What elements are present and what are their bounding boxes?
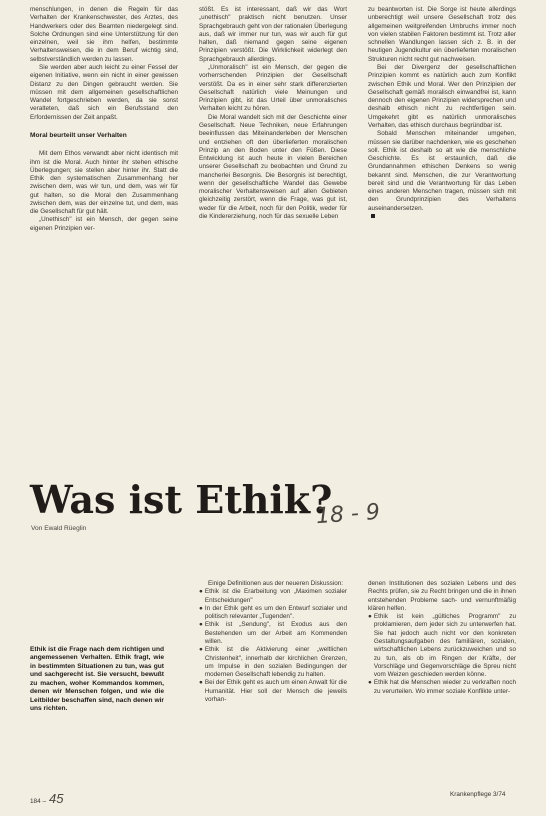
list-item: ● Bei der Ethik geht es auch um einen Anwalt für die Humanität. Hier soll der Mensch die jeweils vorhan- <box>199 679 347 703</box>
top-column-2 <box>199 6 347 374</box>
list-item: ● Ethik hat die Menschen wieder zu verkraften noch zu verurteilen. Wo immer soziale Konflikte unter- <box>368 679 516 695</box>
paragraph: „Unethisch" ist ein Mensch, der gegen seine eigenen Prinzipien ver- <box>30 216 178 232</box>
list-item: ● Ethik ist kein „gültiches Programm" zu proklamieren, dem jeder sich zu unterwerfen hat. Sie hat jedoch auch nicht vor den konkreten Gestaltungsaufgaben des familiären, sozialen, wirtschaftlichen Lebens zurückzuweichen und so zu tun, als ob im Ringen der Kräfte, der Vorschläge und Gegenvorschläge die Spreu nicht vom Weizen geschieden werden könne. <box>368 613 516 679</box>
paragraph: Die Moral wandelt sich mit der Geschichte einer Gesellschaft. Neue Techniken, neue Erfahrungen beeinflussen das Miteinanderleben der Menschen und entziehen oft den überlieferten moralischen Prinzip an den Boden unter den Füßen. Diese Entwicklung ist auch heute in vielen Bereichen unserer Gesellschaft zu beobachten und Grund zu mancherlei Besorgnis. Die Besorgnis ist berechtigt, wenn der gesellschaftliche Wandel das Gewebe moralischer Verhaltensweisen auf allen Gebieten gleichzeitig zerstört, wenn die Frage, was gut ist, weder für die Arbeit, noch für den Politik, weder für die Kindererziehung, noch für das sexuelle Leben <box>199 113 347 221</box>
page-footer-left <box>30 791 63 806</box>
bullet-icon: ● <box>199 646 203 654</box>
bullet-icon: ● <box>368 613 372 621</box>
bullet-icon: ● <box>199 679 203 687</box>
list-item: ● Ethik ist die Aktivierung einer „weltlichen Christenheit", innerhalb der kirchlichen Grenzen, um Impulse in den sozialen Bedingungen der modernen Gesellschaft lebendig zu halten. <box>199 646 347 679</box>
top-column-1 <box>30 6 178 374</box>
article-title: Was ist Ethik? <box>30 477 333 522</box>
paragraph: „Unmoralisch" ist ein Mensch, der gegen die vorherrschenden Prinzipien der Gesellschaft verstößt. Da es in einer sehr stark differenzierten Gesellschaft natürlich viele Meinungen und Prinzipien gibt, ist das Urteil über unmoralisches Verhalten leicht zu hören. <box>199 63 347 113</box>
article-author: Von Ewald Rüeglin <box>31 525 87 532</box>
handwritten-note: 18 - 9 <box>315 499 381 530</box>
paragraph: Sobald Menschen miteinander umgehen, müssen sie darüber nachdenken, wie es geschehen soll. Ethik ist deshalb so alt wie die menschliche Geschichte. Es ist erstaunlich, daß die Grundannahmen ethischen Denkens so wenig bekannt sind. Menschen, die zur Verantwortung bereit sind und die Verantwortung für das Leben eines anderen Menschen tragen, müssen sich mit den Grundprinzipien des Verhaltens auseinandersetzen. <box>368 130 516 212</box>
list-item: ● Ethik ist die Erarbeitung von „Maximen sozialer Entscheidungen" <box>199 588 347 604</box>
end-of-article-mark <box>371 214 375 218</box>
list-item: ● In der Ethik geht es um den Entwurf sozialer und politisch relevanter „Tugenden". <box>199 604 347 621</box>
paragraph: stößt. Es ist interessant, daß wir das Wort „unethisch" praktisch nicht benutzen. Unser Sprachgebrauch geht von der rationalen Überlegung aus, daß wir immer nur tun, was wir auch für gut halten, daß niemand gegen seine eigenen Prinzipien verstößt. Die Wirklichkeit widerlegt den Sprachgebrauch allerdings. <box>199 6 347 63</box>
bullet-icon: ● <box>199 621 203 629</box>
handwritten-page-note: 45 <box>49 791 64 806</box>
paragraph: denen Institutionen des sozialen Lebens und des Rechts prüfen, sie zu Recht bringen und die in ihnen entstehenden Probleme sach- und vernunftmäßig klären helfen. <box>368 580 516 612</box>
paragraph: Sie werden aber auch leicht zu einer Fessel der eigenen Initiative, wenn ein nicht in einer gewissen Distanz zu den Dingen gebraucht werden. Sie müssen mit dem allgemeinen gesellschaftlichen Wandel fortgeschrieben werden, da sie sonst veralteten, daß sich ein Berufsstand den Erfordernissen der Zeit anpaßt. <box>30 63 178 121</box>
top-column-3 <box>368 6 516 374</box>
paragraph: zu beantworten ist. Die Sorge ist heute allerdings unberechtigt weil unsere Gesellschaft trotz des allgemeinen weitgreifenden Umbruchs immer noch von vielen stabilen Faktoren bestimmt ist. Trotz aller schnellen Wandlungen lassen sich z. B. in der heutigen Jugendkultur ein überlieferten moralischen Strukturen nicht recht gut nachweisen. <box>368 6 516 63</box>
bullet-icon: ● <box>199 588 203 596</box>
paragraph: Einige Definitionen aus der neueren Diskussion: <box>208 580 344 587</box>
paragraph: Mit dem Ethos verwandt aber nicht identisch mit ihm ist die Moral. Auch hinter ihr stehen ethische Überlegungen; sie stellen aber hinter ihr. Statt die Ethik den systematischen Zusammenhang her zwischen dem, was wir tun, und dem, was wir für gut halten, so die Moral den Zusammenhang zwischen dem, was der einzelne tut, und dem, was die Gesellschaft für gut hält. <box>30 150 178 216</box>
article-lead: Ethik ist die Frage nach dem richtigen und angemessenen Verhalten. Ethik fragt, wie in bestimmten Situationen zu tun, was gut und sachgerecht ist. Sie versucht, bewußt zu machen, woher Kommandos kommen, denen wir Menschen folgen, und wie die Leitbilder beschaffen sind, nach denen wir uns richten. <box>30 646 164 713</box>
bottom-column-3 <box>368 580 516 788</box>
paragraph: menschlungen, in denen die Regeln für das Verhalten der Krankenschwester, des Arztes, des Handwerkers oder des Beamten niedergelegt sind. Solche Ordnungen sind eine Unterstützung für den einzelnen, weil sie ihm helfen, bestimmte Verhaltensweisen, die in dem Beruf wichtig sind, selbstverständlich werden zu lassen. <box>30 6 178 63</box>
bullet-icon: ● <box>368 679 372 687</box>
section-heading: Moral beurteilt unser Verhalten <box>30 131 127 139</box>
list-item: ● Ethik ist „Sendung", ist Exodus aus den Bestehenden um der Arbeit am Kommenden willen. <box>199 621 347 645</box>
bottom-column-2 <box>199 580 347 788</box>
bullet-icon: ● <box>199 604 203 612</box>
page-number: 184 – <box>30 798 46 805</box>
paragraph: Bei der Divergenz der gesellschaftlichen Prinzipien kommt es natürlich auch zum Konflikt zwischen Ethik und Moral. Wer den Prinzipien der Gesellschaft gemäß moralisch einwandfrei ist, kann dennoch den eigenen Prinzipien widersprechen und deshalb ethisch nicht zu rechtfertigen sein. Umgekehrt gibt es natürlich unmoralisches Verhalten, das ethisch durchaus begründbar ist. <box>368 63 516 129</box>
journal-name: Krankenpflege 3/74 <box>450 791 506 798</box>
